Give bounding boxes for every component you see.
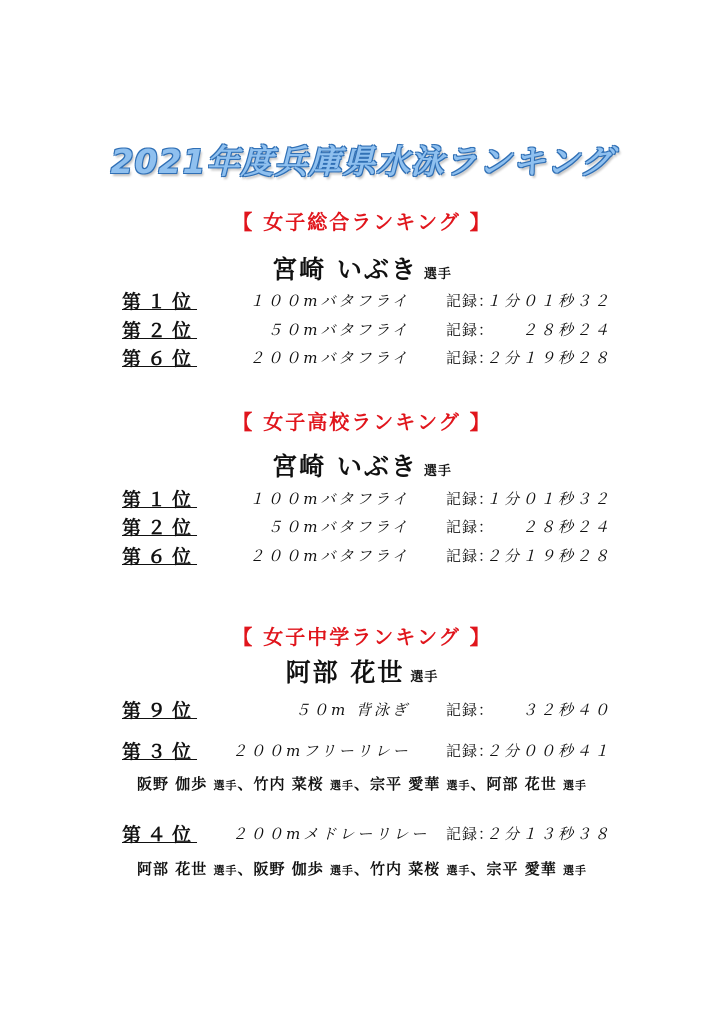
page-title: 2021年度兵庫県水泳ランキング — [110, 142, 614, 181]
record-time: １分０１秒３２ — [485, 292, 612, 310]
member-name: 竹内 菜桜 — [370, 860, 441, 878]
result-row — [0, 287, 724, 313]
section-heading-juniorhigh: 【 女子中学ランキング 】 — [232, 625, 492, 649]
record-label: 記録： — [446, 547, 495, 565]
separator: 、 — [237, 860, 254, 878]
event-name: ２００mバタフライ — [249, 349, 410, 367]
record-time: ３２秒４０ — [521, 701, 612, 719]
event-name: ２００mフリーリレー — [232, 742, 411, 760]
member-suffix: 選手 — [213, 779, 238, 792]
record-label: 記録： — [446, 518, 495, 536]
relay-members-free — [0, 773, 724, 794]
result-row — [0, 485, 724, 511]
record-label: 記録： — [446, 825, 495, 843]
record-label: 記録： — [446, 701, 495, 719]
rank-label: 第６位 — [122, 546, 198, 568]
result-row — [0, 344, 724, 370]
member-name: 竹内 菜桜 — [253, 775, 324, 793]
result-row — [0, 737, 724, 763]
record-label: 記録： — [446, 321, 495, 339]
athlete-suffix: 選手 — [423, 267, 452, 282]
separator: 、 — [237, 775, 254, 793]
member-suffix: 選手 — [562, 779, 587, 792]
rank-label: 第２位 — [122, 517, 198, 539]
record-label: 記録： — [446, 742, 495, 760]
athlete-name: 宮崎 いぶき — [272, 452, 418, 481]
athlete-suffix: 選手 — [423, 464, 452, 479]
event-name: ５０mバタフライ — [267, 321, 410, 339]
athlete-name-highschool — [0, 447, 724, 483]
rank-label: 第６位 — [122, 348, 198, 370]
rank-label: 第２位 — [122, 320, 198, 342]
relay-members-medley — [0, 858, 724, 879]
member-name: 宗平 愛華 — [486, 860, 557, 878]
member-suffix: 選手 — [213, 864, 238, 877]
section-heading-overall: 【 女子総合ランキング 】 — [232, 210, 492, 234]
record-time: ２分００秒４１ — [485, 742, 612, 760]
athlete-suffix: 選手 — [410, 670, 439, 685]
rank-label: 第４位 — [122, 824, 198, 846]
rank-label: 第１位 — [122, 489, 198, 511]
athlete-name: 阿部 花世 — [285, 658, 405, 687]
section-heading-highschool: 【 女子高校ランキング 】 — [232, 410, 492, 434]
rank-label: 第９位 — [122, 700, 198, 722]
member-name: 阪野 伽歩 — [253, 860, 324, 878]
record-time: ２分１３秒３８ — [485, 825, 612, 843]
member-name: 阿部 花世 — [486, 775, 557, 793]
result-row — [0, 696, 724, 722]
record-label: 記録： — [446, 292, 495, 310]
athlete-name-juniorhigh — [0, 653, 724, 689]
event-name: ２００mメドレーリレー — [232, 825, 430, 843]
member-suffix: 選手 — [446, 779, 471, 792]
separator: 、 — [353, 775, 370, 793]
record-time: ２８秒２４ — [521, 321, 612, 339]
result-row — [0, 316, 724, 342]
separator: 、 — [353, 860, 370, 878]
event-name: ５０m 背泳ぎ — [295, 701, 410, 719]
result-row — [0, 820, 724, 846]
member-name: 阿部 花世 — [137, 860, 208, 878]
record-label: 記録： — [446, 490, 495, 508]
athlete-name-overall — [0, 250, 724, 286]
event-name: ５０mバタフライ — [267, 518, 410, 536]
separator: 、 — [470, 860, 487, 878]
member-suffix: 選手 — [446, 864, 471, 877]
event-name: １００mバタフライ — [249, 292, 410, 310]
record-label: 記録： — [446, 349, 495, 367]
member-suffix: 選手 — [329, 779, 354, 792]
record-time: １分０１秒３２ — [485, 490, 612, 508]
athlete-name: 宮崎 いぶき — [272, 255, 418, 284]
event-name: ２００mバタフライ — [249, 547, 410, 565]
record-time: ２分１９秒２８ — [485, 547, 612, 565]
rank-label: 第１位 — [122, 291, 198, 313]
separator: 、 — [470, 775, 487, 793]
event-name: １００mバタフライ — [249, 490, 410, 508]
record-time: ２分１９秒２８ — [485, 349, 612, 367]
result-row — [0, 513, 724, 539]
member-name: 宗平 愛華 — [370, 775, 441, 793]
member-suffix: 選手 — [562, 864, 587, 877]
result-row — [0, 542, 724, 568]
member-name: 阪野 伽歩 — [137, 775, 208, 793]
member-suffix: 選手 — [329, 864, 354, 877]
record-time: ２８秒２４ — [521, 518, 612, 536]
rank-label: 第３位 — [122, 741, 198, 763]
